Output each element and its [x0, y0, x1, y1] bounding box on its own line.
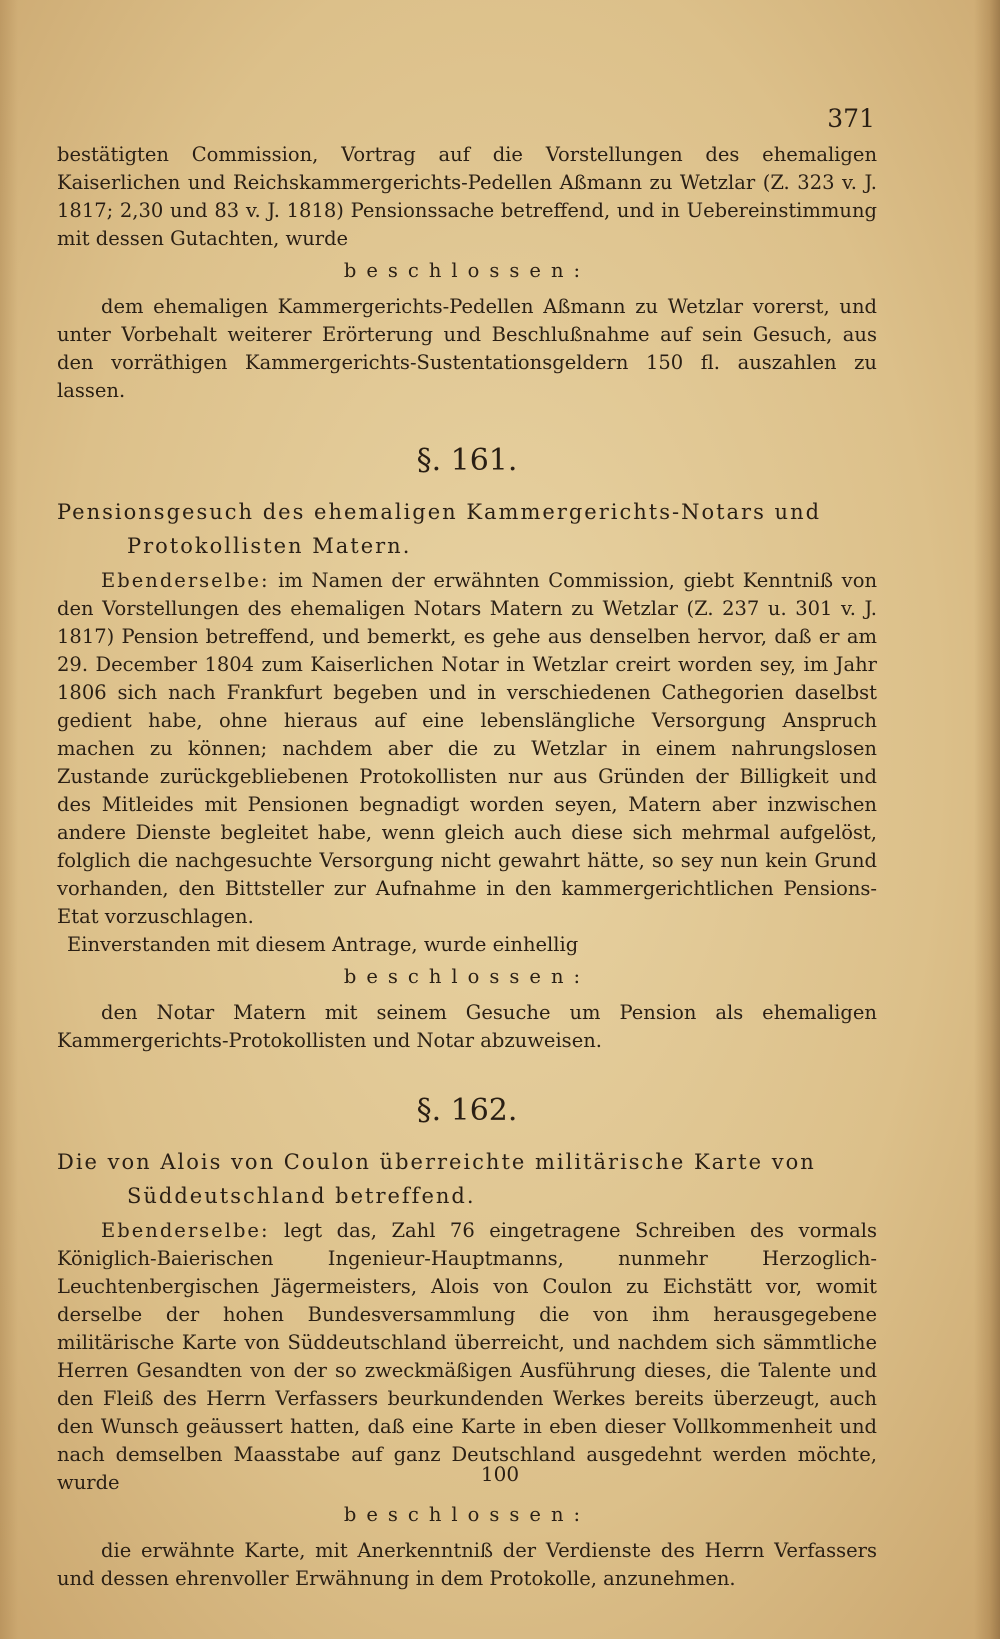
footer-folio: 100 [480, 1462, 520, 1486]
section-161-text: im Namen der erwähnten Commission, giebt Kenntniß von den Vorstellungen des ehemaligen Notars Matern zu Wetzlar (Z. 237 u. 301 v. J. 1817) Pension betreffend, und bemerkt, es gehe aus denselben hervor, daß er am 29. December 1804 zum Kaiserlichen Notar in Wetzlar creirt worden sey, im Jahr 1806 sich nach Frankfurt begeben und in verschiedenen Cathegorien daselbst gedient habe, ohne hieraus auf eine lebenslängliche Versorgung Anspruch machen zu können; nachdem aber die zu Wetzlar in einem nahrungslosen Zustande zurückgebliebenen Protokollisten nur aus Gründen der Billigkeit und des Mitleides mit Pensionen begnadigt worden seyen, Matern aber inzwischen andere Dienste begleitet habe, wenn gleich auch diese sich mehrmal aufgelöst, folglich die nachgesuchte Versorgung nicht gewahrt hätte, so sey nun kein Grund vorhanden, den Bittsteller zur Aufnahme in den kammergerichtlichen Pensions-Etat vorzuschlagen. [57, 569, 877, 928]
section-161-agreement: Einverstanden mit diesem Antrage, wurde einhellig [67, 933, 579, 956]
intro-paragraph: bestätigten Commission, Vortrag auf die Vorstellungen des ehemaligen Kaiserlichen und Reichskammergerichts-Pedellen Aßmann zu Wetzlar (Z. 323 v. J. 1817; 2,30 und 83 v. J. 1818) Pensionssache betreffend, und in Uebereinstimmung mit dessen Gutachten, wurde [57, 143, 877, 250]
speaker-label: Ebenderselbe: [101, 1219, 270, 1242]
section-number-161: §. 161. [416, 443, 518, 478]
page-shadow-right [974, 0, 1000, 1639]
page-shadow-left [0, 0, 18, 1639]
section-161-body [57, 567, 877, 931]
section-162-text: legt das, Zahl 76 eingetragene Schreiben des vormals Königlich-Baierischen Ingenieur-Hauptmanns, nunmehr Herzoglich-Leuchtenbergischen Jägermeisters, Alois von Coulon zu Eichstätt vor, womit derselbe der hohen Bundesversammlung die von ihm herausgegebene militärische Karte von Süddeutschland überreicht, und nachdem sich sämmtliche Herren Gesandten von der so zweckmäßigen Ausführung dieses, die Talente und den Fleiß des Herrn Verfassers beurkundenden Werkes bereits überzeugt, auch den Wunsch geäussert hatten, daß eine Karte in eben dieser Vollkommenheit und nach demselben Maasstabe auf ganz Deutschland ausgedehnt werden möchte, wurde [57, 1219, 877, 1494]
section-162-resolution: die erwähnte Karte, mit Anerkenntniß der Verdienste des Herrn Verfassers und dessen ehrenvoller Erwähnung in dem Protokolle, anzunehmen. [57, 1539, 877, 1590]
resolved-heading: beschlossen: [343, 1503, 591, 1526]
speaker-label: Ebenderselbe: [101, 569, 270, 592]
section-title-162: Die von Alois von Coulon überreichte militärische Karte von Süddeutschland betreffend. [57, 1150, 816, 1208]
intro-resolution: dem ehemaligen Kammergerichts-Pedellen Aßmann zu Wetzlar vorerst, und unter Vorbehalt weiterer Erörterung und Beschlußnahme auf sein Gesuch, aus den vorräthigen Kammergerichts-Sustentationsgeldern 150 fl. auszahlen zu lassen. [57, 295, 877, 402]
section-number-162: §. 162. [416, 1093, 518, 1128]
resolved-heading: beschlossen: [343, 259, 591, 282]
page-content [57, 141, 877, 1593]
resolved-heading: beschlossen: [343, 965, 591, 988]
page-number: 371 [827, 104, 875, 133]
section-162-body [57, 1217, 877, 1497]
section-161-resolution: den Notar Matern mit seinem Gesuche um Pension als ehemaligen Kammergerichts-Protokollisten und Notar abzuweisen. [57, 1001, 877, 1052]
section-title-161: Pensionsgesuch des ehemaligen Kammergerichts-Notars und Protokollisten Matern. [57, 500, 822, 558]
